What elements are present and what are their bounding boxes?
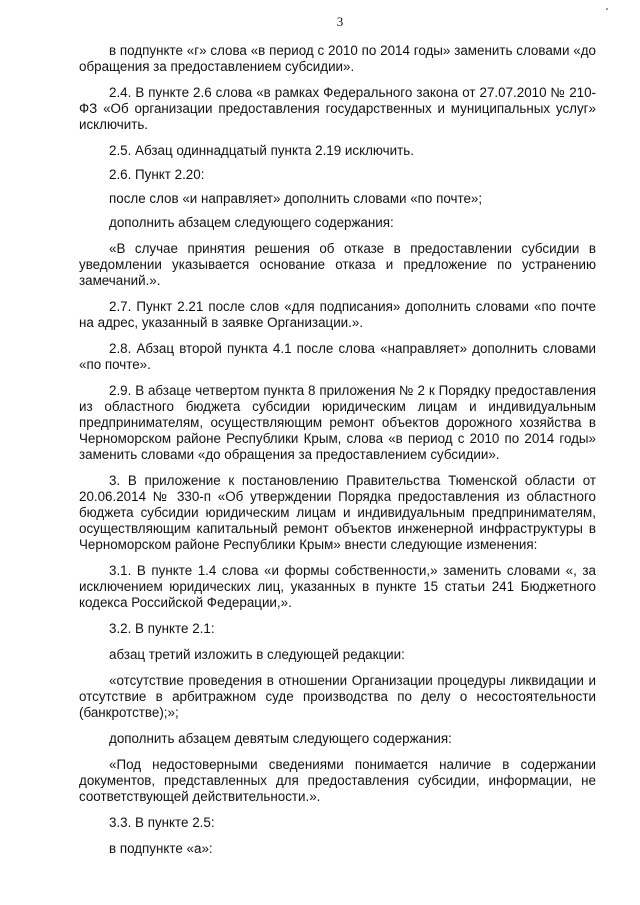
paragraph: «В случае принятия решения об отказе в предоставлении субсидии в уведомлении указывается основание отказа и предложение по устранению замечаний.».: [79, 241, 596, 288]
paragraph: 2.8. Абзац второй пункта 4.1 после слова «направляет» дополнить словами «по почте».: [79, 341, 596, 372]
paragraph: 2.4. В пункте 2.6 слова «в рамках Федерального закона от 27.07.2010 № 210-ФЗ «Об организации предоставления государственных и муниципальных услуг» исключить.: [79, 85, 596, 132]
paragraph: дополнить абзацем девятым следующего содержания:: [109, 731, 452, 746]
paragraph: абзац третий изложить в следующей редакции:: [109, 647, 405, 662]
paragraph: 2.9. В абзаце четвертом пункта 8 приложения № 2 к Порядку предоставления из областного бюджета субсидии юридическим лицам и индивидуальным предпринимателям, осуществляющим ремонт объектов дорожного хозяйства в Черноморском районе Республики Крым, слова «в период с 2010 по 2014 годы» заменить словами «до обращения за предоставлением субсидии».: [79, 383, 596, 462]
paragraph: 3. В приложение к постановлению Правительства Тюменской области от 20.06.2014 № 330-п «Об утверждении Порядка предоставления из областного бюджета субсидии юридическим лицам и индивидуальным предпринимателям, осуществляющим капитальный ремонт объектов инженерной инфраструктуры в Черноморском районе Республики Крым» внести следующие изменения:: [79, 473, 596, 552]
paragraph: после слов «и направляет» дополнить словами «по почте»;: [109, 191, 483, 206]
document-body: [79, 43, 596, 867]
paragraph: 2.7. Пункт 2.21 после слов «для подписания» дополнить словами «по почте на адрес, указанный в заявке Организации.».: [79, 299, 596, 330]
page-number: 3: [336, 14, 344, 29]
paragraph: дополнить абзацем следующего содержания:: [109, 215, 394, 230]
paragraph: 2.5. Абзац одиннадцатый пункта 2.19 исключить.: [109, 143, 414, 158]
paragraph: 2.6. Пункт 2.20:: [109, 167, 205, 182]
paragraph: в подпункте «а»:: [109, 841, 213, 856]
paragraph: в подпункте «г» слова «в период с 2010 по 2014 годы» заменить словами «до обращения за предоставлением субсидии».: [79, 43, 596, 74]
scan-speck: [606, 8, 608, 10]
paragraph: 3.2. В пункте 2.1:: [109, 621, 215, 636]
paragraph: 3.1. В пункте 1.4 слова «и формы собственности,» заменить словами «, за исключением юридических лиц, указанных в пункте 15 статьи 241 Бюджетного кодекса Российской Федерации,».: [79, 563, 596, 610]
paragraph: 3.3. В пункте 2.5:: [109, 815, 215, 830]
paragraph: «Под недостоверными сведениями понимается наличие в содержании документов, представленных для предоставления субсидии, информации, не соответствующей действительности.».: [79, 757, 596, 804]
paragraph: «отсутствие проведения в отношении Организации процедуры ликвидации и отсутствие в арбитражном суде производства по делу о несостоятельности (банкротстве);»;: [79, 673, 596, 720]
